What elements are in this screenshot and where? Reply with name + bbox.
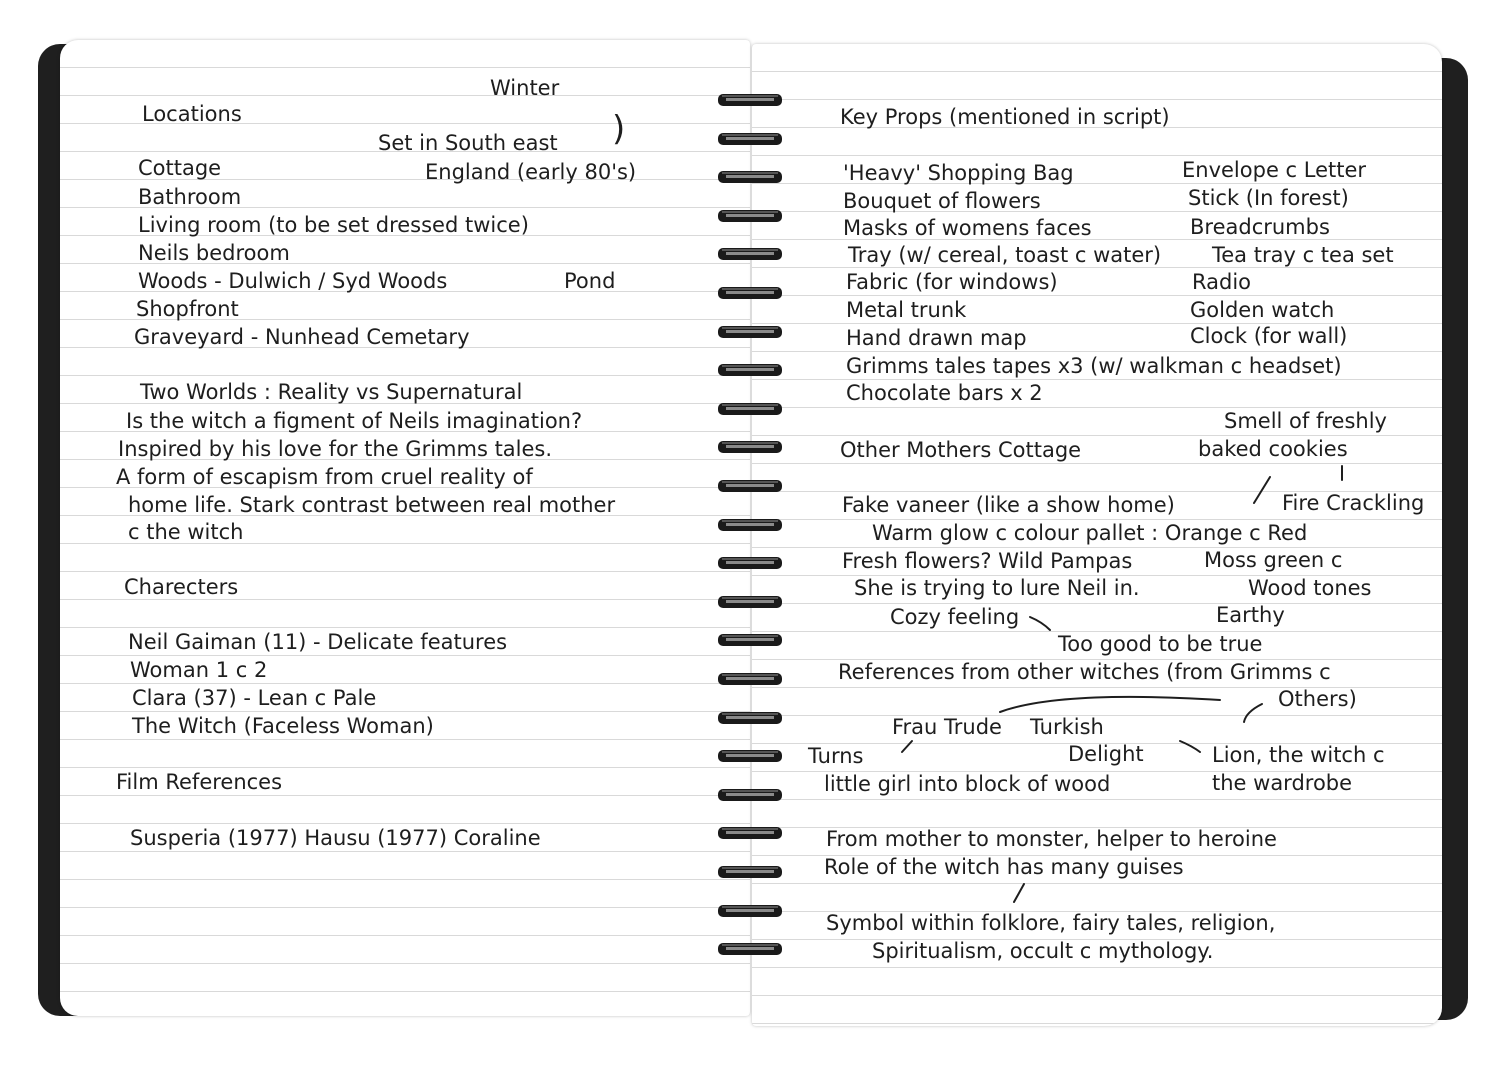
reference-little-girl: little girl into block of wood <box>824 772 1111 796</box>
reference-frau-trude: Frau Trude <box>892 715 1002 739</box>
lure-note: She is trying to lure Neil in. <box>854 576 1140 600</box>
cottage-heading: Other Mothers Cottage <box>840 438 1082 462</box>
prop-item: Masks of womens faces <box>843 216 1092 240</box>
prop-item: Tea tray c tea set <box>1212 243 1394 267</box>
mother-monster-note: From mother to monster, helper to heroine <box>826 827 1277 851</box>
warm-glow-note: Warm glow c colour pallet : Orange c Red <box>872 521 1308 545</box>
reference-lion-2: the wardrobe <box>1212 771 1353 795</box>
fire-note: Fire Crackling <box>1282 491 1425 515</box>
reference-turns: Turns <box>808 744 864 768</box>
props-heading: Key Props (mentioned in script) <box>840 105 1170 129</box>
moss-note: Moss green c <box>1204 548 1343 572</box>
bracket-mark: ) <box>612 109 626 149</box>
prop-item: Clock (for wall) <box>1190 324 1348 348</box>
prop-item: Metal trunk <box>846 298 967 322</box>
smell-line-1: Smell of freshly <box>1224 409 1387 433</box>
symbol-line-1: Symbol within folklore, fairy tales, religion, <box>826 911 1276 935</box>
two-worlds-line: c the witch <box>128 520 244 544</box>
two-worlds-line: Inspired by his love for the Grimms tales. <box>118 437 553 461</box>
prop-item: Breadcrumbs <box>1190 215 1330 239</box>
location-item: Pond <box>564 269 616 293</box>
location-item: Woods - Dulwich / Syd Woods <box>138 269 448 293</box>
prop-item: Hand drawn map <box>846 326 1027 350</box>
prop-item: Radio <box>1192 270 1252 294</box>
character-item: The Witch (Faceless Woman) <box>132 714 434 738</box>
location-item: Bathroom <box>138 185 242 209</box>
two-worlds-line: A form of escapism from cruel reality of <box>116 465 533 489</box>
characters-heading: Charecters <box>124 575 239 599</box>
prop-item: Stick (In forest) <box>1188 186 1349 210</box>
setting-line-1: Set in South east <box>378 131 558 155</box>
smell-line-2: baked cookies <box>1198 437 1348 461</box>
prop-item: Fabric (for windows) <box>846 270 1058 294</box>
reference-turkish: Turkish <box>1030 715 1104 739</box>
character-item: Woman 1 c 2 <box>130 658 268 682</box>
references-others: Others) <box>1278 687 1357 711</box>
locations-heading: Locations <box>142 102 242 126</box>
two-worlds-heading: Two Worlds : Reality vs Supernatural <box>140 380 523 404</box>
wood-tones-note: Wood tones <box>1248 576 1372 600</box>
role-note: Role of the witch has many guises <box>824 855 1184 879</box>
location-item: Cottage <box>138 156 222 180</box>
prop-item: Bouquet of flowers <box>843 189 1041 213</box>
prop-item: Tray (w/ cereal, toast c water) <box>848 243 1162 267</box>
character-item: Neil Gaiman (11) - Delicate features <box>128 630 508 654</box>
cozy-note: Cozy feeling <box>890 605 1020 629</box>
film-references-heading: Film References <box>116 770 283 794</box>
location-item: Neils bedroom <box>138 241 290 265</box>
references-line: References from other witches (from Grimms c <box>838 660 1331 684</box>
earthy-note: Earthy <box>1216 603 1285 627</box>
two-worlds-line: Is the witch a figment of Neils imagination? <box>126 409 583 433</box>
fresh-flowers-note: Fresh flowers? Wild Pampas <box>842 549 1133 573</box>
character-item: Clara (37) - Lean c Pale <box>132 686 377 710</box>
prop-item: Chocolate bars x 2 <box>846 381 1043 405</box>
symbol-line-2: Spiritualism, occult c mythology. <box>872 939 1214 963</box>
two-worlds-line: home life. Stark contrast between real mother <box>128 493 616 517</box>
reference-lion-1: Lion, the witch c <box>1212 743 1385 767</box>
location-item: Shopfront <box>136 297 239 321</box>
setting-line-2: England (early 80's) <box>425 160 637 184</box>
prop-item: Grimms tales tapes x3 (w/ walkman c headset) <box>846 354 1342 378</box>
prop-item: 'Heavy' Shopping Bag <box>843 161 1074 185</box>
too-good-note: Too good to be true <box>1058 632 1263 656</box>
prop-item: Golden watch <box>1190 298 1335 322</box>
season-label: Winter <box>490 76 560 100</box>
reference-delight: Delight <box>1068 742 1144 766</box>
prop-item: Envelope c Letter <box>1182 158 1367 182</box>
location-item: Graveyard - Nunhead Cemetary <box>134 325 470 349</box>
fake-veneer-note: Fake vaneer (like a show home) <box>842 493 1175 517</box>
location-item: Living room (to be set dressed twice) <box>138 213 529 237</box>
film-list: Susperia (1977) Hausu (1977) Coraline <box>130 826 541 850</box>
